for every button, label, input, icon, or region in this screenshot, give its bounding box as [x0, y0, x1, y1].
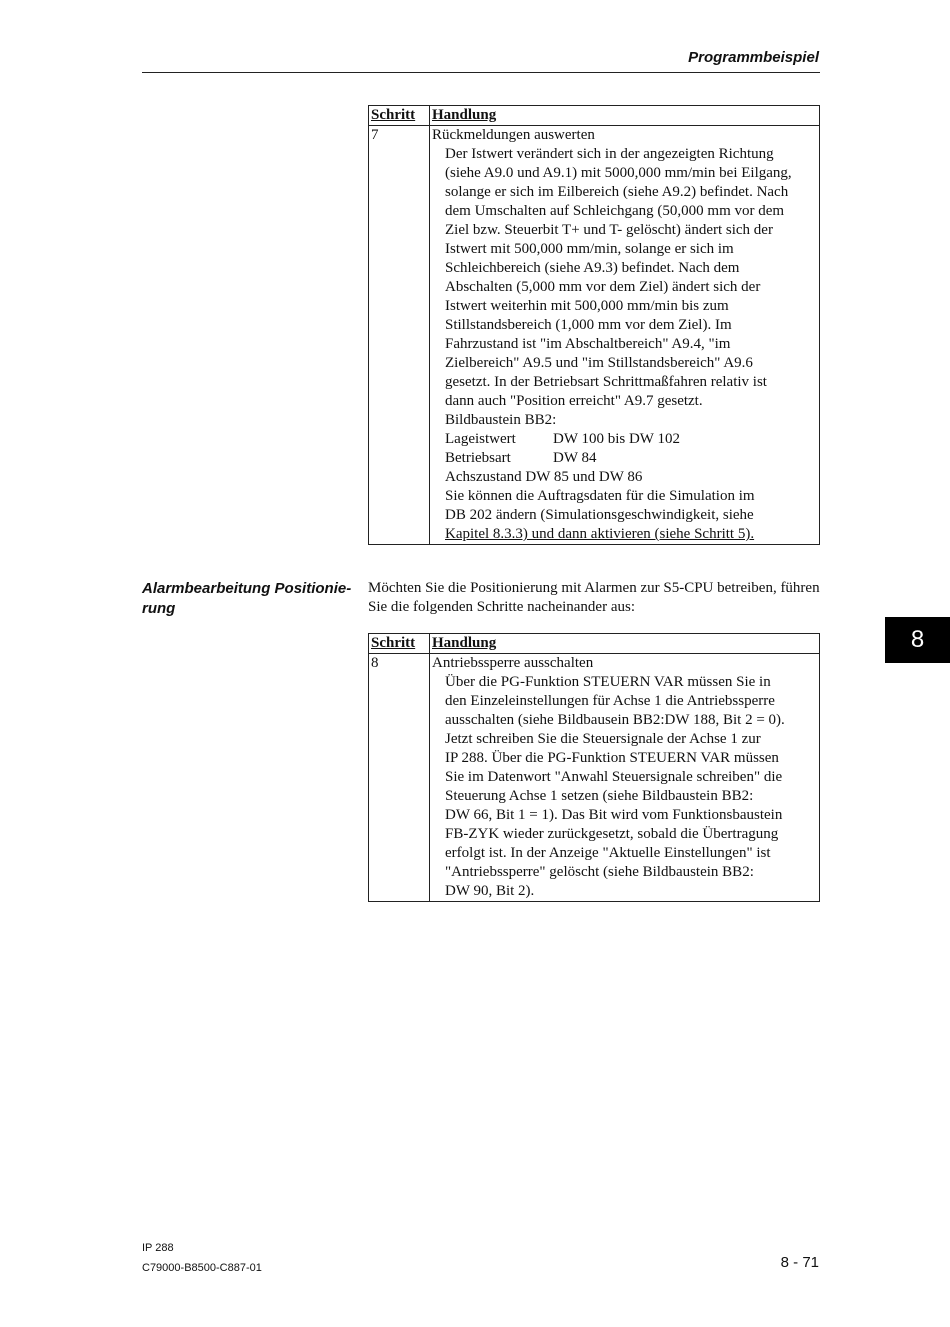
detail-line: solange er sich im Eilbereich (siehe A9.2) befindet. Nach — [445, 184, 789, 200]
table-header-row — [369, 634, 820, 654]
footer-order-number: C79000-B8500-C887-01 — [142, 1262, 262, 1274]
column-header-step: Schritt — [369, 634, 430, 654]
detail-line: dem Umschalten auf Schleichgang (50,000 mm vor dem — [445, 203, 785, 219]
kv-key: Betriebsart — [445, 450, 511, 466]
footer-product: IP 288 — [142, 1242, 174, 1254]
step-number: 7 — [369, 126, 430, 545]
step-action — [430, 126, 820, 545]
table-header-row — [369, 106, 820, 126]
detail-line: "Antriebssperre" gelöscht (siehe Bildbaustein BB2: — [445, 864, 754, 880]
page-number: 8 - 71 — [780, 1254, 819, 1271]
detail-line: Der Istwert verändert sich in der angezeigten Richtung — [445, 146, 774, 162]
table-row — [369, 126, 820, 545]
detail-line: Sie können die Auftragsdaten für die Simulation im — [445, 488, 755, 504]
action-title: Antriebssperre ausschalten — [432, 655, 594, 671]
column-header-action: Handlung — [430, 106, 820, 126]
detail-line: Fahrzustand ist "im Abschaltbereich" A9.4, "im — [445, 336, 731, 352]
detail-line: Über die PG-Funktion STEUERN VAR müssen Sie in — [445, 674, 771, 690]
detail-line: ausschalten (siehe Bildbausein BB2:DW 188, Bit 2 = 0). — [445, 712, 785, 728]
kv-value: DW 100 bis DW 102 — [553, 431, 680, 447]
detail-line: Steuerung Achse 1 setzen (siehe Bildbaustein BB2: — [445, 788, 754, 804]
detail-line: den Einzeleinstellungen für Achse 1 die Antriebssperre — [445, 693, 775, 709]
detail-line: Istwert weiterhin mit 500,000 mm/min bis zum — [445, 298, 729, 314]
kv-value: DW 84 — [553, 450, 597, 466]
detail-line: Sie im Datenwort "Anwahl Steuersignale schreiben" die — [445, 769, 783, 785]
footer-product-info — [142, 1238, 262, 1278]
detail-line: Zielbereich" A9.5 und "im Stillstandsbereich" A9.6 — [445, 355, 753, 371]
step-table-8 — [368, 633, 820, 902]
detail-line: dann auch "Position erreicht" A9.7 gesetzt. — [445, 393, 703, 409]
section-intro: Möchten Sie die Positionierung mit Alarmen zur S5-CPU betreiben, führen Sie die folgenden Schritte nacheinander aus: — [368, 580, 820, 615]
kv-row — [445, 449, 813, 468]
detail-line: gesetzt. In der Betriebsart Schrittmaßfahren relativ ist — [445, 374, 767, 390]
detail-line: DW 90, Bit 2). — [445, 883, 535, 899]
detail-line: Jetzt schreiben Sie die Steuersignale der Achse 1 zur — [445, 731, 761, 747]
step-table-7 — [368, 105, 820, 545]
table-row — [369, 654, 820, 902]
detail-line: DW 66, Bit 1 = 1). Das Bit wird vom Funktionsbaustein — [445, 807, 783, 823]
detail-line: FB-ZYK wieder zurückgesetzt, sobald die Übertragung — [445, 826, 779, 842]
action-detail — [432, 145, 813, 544]
header-divider — [142, 72, 820, 73]
detail-line: Achszustand DW 85 und DW 86 — [445, 469, 643, 485]
page-header-title: Programmbeispiel — [688, 49, 819, 66]
step-action — [430, 654, 820, 902]
detail-line: Schleichbereich (siehe A9.3) befindet. Nach dem — [445, 260, 740, 276]
action-detail — [432, 673, 813, 901]
detail-line: Kapitel 8.3.3) und dann aktivieren (siehe Schritt 5). — [445, 526, 755, 542]
detail-line: Ziel bzw. Steuerbit T+ und T- gelöscht) ändert sich der — [445, 222, 773, 238]
action-title: Rückmeldungen auswerten — [432, 127, 595, 143]
kv-row — [445, 430, 813, 449]
detail-line: erfolgt ist. In der Anzeige "Aktuelle Einstellungen" ist — [445, 845, 771, 861]
detail-line: Stillstandsbereich (1,000 mm vor dem Ziel). Im — [445, 317, 732, 333]
detail-line: (siehe A9.0 und A9.1) mit 5000,000 mm/min bei Eilgang, — [445, 165, 792, 181]
detail-line: DB 202 ändern (Simulationsgeschwindigkeit, siehe — [445, 507, 754, 523]
step-number: 8 — [369, 654, 430, 902]
column-header-step: Schritt — [369, 106, 430, 126]
detail-line: Bildbaustein BB2: — [445, 412, 557, 428]
column-header-action: Handlung — [430, 634, 820, 654]
chapter-tab: 8 — [885, 617, 950, 663]
detail-line: Istwert mit 500,000 mm/min, solange er sich im — [445, 241, 734, 257]
detail-line: Abschalten (5,000 mm vor dem Ziel) ändert sich der — [445, 279, 761, 295]
detail-line: IP 288. Über die PG-Funktion STEUERN VAR müssen — [445, 750, 779, 766]
kv-key: Lageistwert — [445, 431, 516, 447]
section-heading: Alarmbearbeitung Positionie- rung — [142, 580, 352, 617]
